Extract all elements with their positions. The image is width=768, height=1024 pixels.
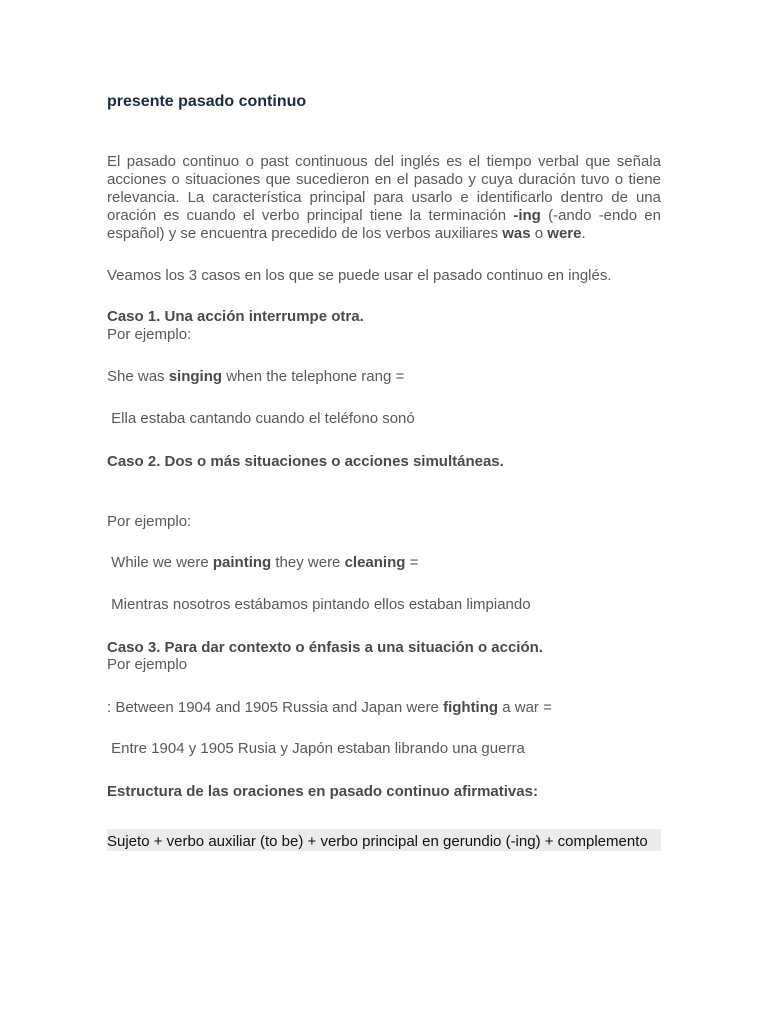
case2-english	[107, 554, 661, 572]
intro-ing: -ing	[513, 207, 541, 224]
intro-were: were	[547, 225, 582, 242]
intro-was: was	[502, 225, 531, 242]
intro-text-1: El pasado continuo o past continuous del inglés es el tiempo verbal que señala acciones o situaciones que sucedieron en el pasado y cuya duración tuvo o tiene relevancia. La característica principal para usarlo e identificarlo dentro de una oración es cuando el verbo principal tiene la terminación	[107, 153, 661, 224]
case1-en-b: when the telephone rang =	[222, 368, 405, 385]
case3-en-bold: fighting	[443, 699, 499, 716]
intro-paragraph	[107, 153, 661, 243]
case2-en-bold1: painting	[212, 554, 272, 571]
case2-example-label: Por ejemplo:	[107, 513, 192, 530]
case1-en-bold: singing	[168, 368, 223, 385]
intro-text-3: o	[530, 225, 548, 242]
case1-en-a: She was	[107, 368, 169, 385]
case3-heading: Caso 3. Para dar contexto o énfasis a una situación o acción.	[107, 639, 543, 656]
case2-en-c: =	[405, 554, 419, 571]
structure-formula: Sujeto + verbo auxiliar (to be) + verbo principal en gerundio (-ing) + complemento	[107, 829, 661, 851]
case2-en-a: While we were	[107, 554, 213, 571]
case1-spanish: Ella estaba cantando cuando el teléfono sonó	[107, 410, 415, 427]
case3-english	[107, 699, 661, 717]
cases-intro: Veamos los 3 casos en los que se puede usar el pasado continuo en inglés.	[107, 267, 612, 284]
case1-example-label: Por ejemplo:	[107, 326, 192, 343]
case2-en-bold2: cleaning	[344, 554, 406, 571]
intro-text-2: (-ando -endo en español) y se encuentra precedido de los verbos auxiliares	[107, 207, 661, 242]
case2-en-b: they were	[271, 554, 345, 571]
case2-heading: Caso 2. Dos o más situaciones o acciones simultáneas.	[107, 453, 504, 470]
page-title: presente pasado continuo	[107, 93, 307, 110]
case3-spanish: Entre 1904 y 1905 Rusia y Japón estaban librando una guerra	[107, 740, 525, 757]
case3-example-label: Por ejemplo	[107, 656, 188, 673]
case2-spanish: Mientras nosotros estábamos pintando ellos estaban limpiando	[107, 596, 531, 613]
case1-english	[107, 368, 661, 386]
case1-heading: Caso 1. Una acción interrumpe otra.	[107, 308, 364, 325]
case3-en-a: : Between 1904 and 1905 Russia and Japan were	[107, 699, 444, 716]
case3-en-b: a war =	[498, 699, 552, 716]
structure-heading: Estructura de las oraciones en pasado continuo afirmativas:	[107, 783, 538, 800]
intro-text-4: .	[581, 225, 586, 242]
